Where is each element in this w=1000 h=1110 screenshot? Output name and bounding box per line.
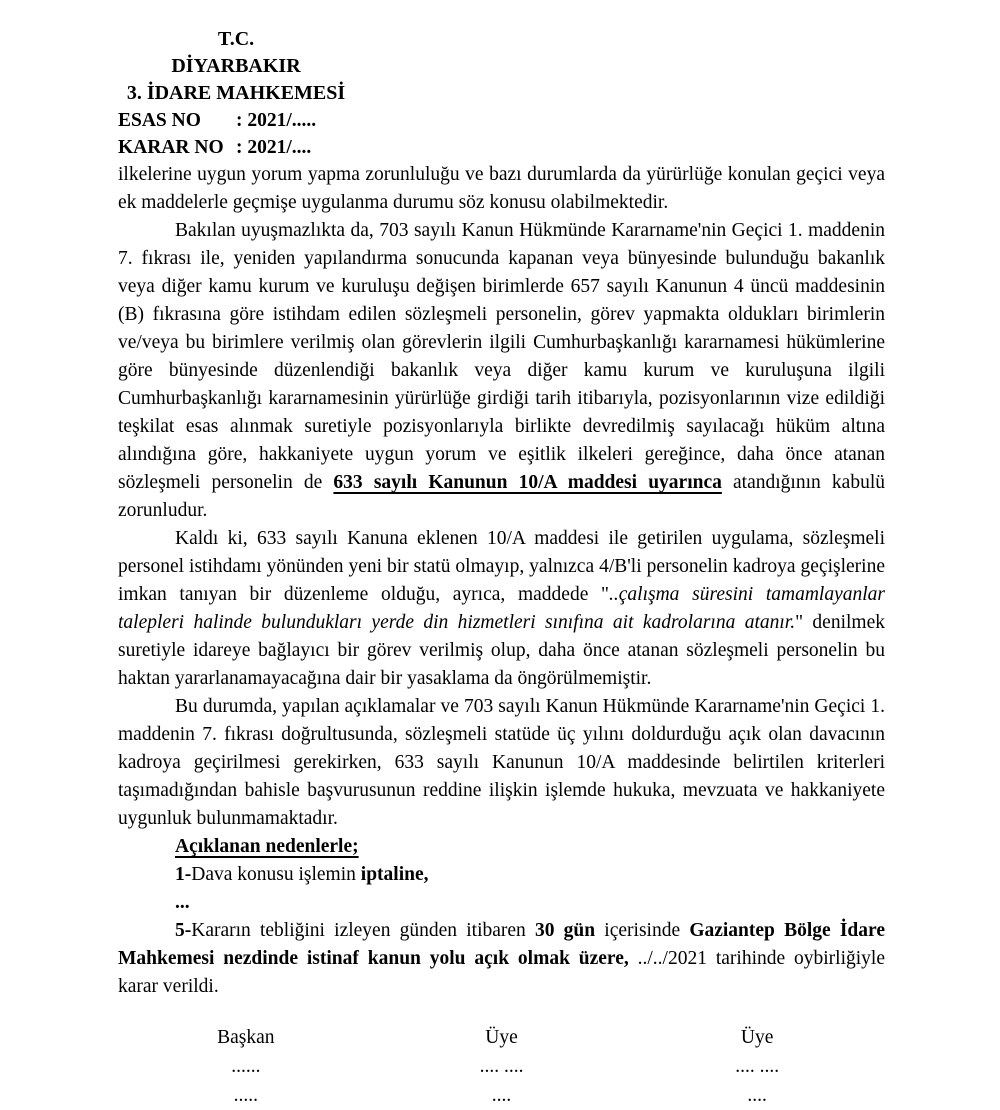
paragraph-conclusion: Bu durumda, yapılan açıklamalar ve 703 sayılı Kanun Hükmünde Kararname'nin Geçici 1. maddenin 7. fıkrası doğrultusunda, sözleşmeli statüde üç yılını doldurduğu açık olan davacının kadroya geçirilmesi gerekirken, 633 sayılı Kanunun 10/A maddesinde belirtilen kriterleri taşımadığından bahisle başvurusunun reddine ilişkin işlemde hukuka, mevzuata ve hakkaniyete uygunluk bulunmamaktadır. <box>118 696 885 829</box>
esas-no-value: : 2021/..... <box>236 110 317 131</box>
paragraph-law-conclusion: " denilmek suretiyle idareye bağlayıcı bir görev verilmiş olup, daha önce atanan sözleşmeli personelin bu haktan yararlanamayacağına dair bir yasaklama da öngörülmemiştir. <box>118 612 885 689</box>
decision-body <box>118 161 885 1001</box>
ruling-item-5 <box>118 917 885 1001</box>
signature-member-1 <box>374 1023 630 1110</box>
ruling-ellipsis-text: ... <box>175 892 190 913</box>
city-title: DİYARBAKIR <box>171 55 301 77</box>
ruling-item-1 <box>118 861 885 889</box>
signature-title: Üye <box>740 1027 774 1048</box>
ruling-item-1-number: 1- <box>175 864 192 885</box>
case-number-row <box>118 107 885 134</box>
signature-member-2 <box>629 1023 885 1110</box>
document-header <box>118 26 885 107</box>
signature-name-placeholder: .... .... <box>479 1056 524 1077</box>
appeal-period-emphasis: 30 gün <box>534 920 596 941</box>
signature-title: Üye <box>485 1027 518 1048</box>
ruling-item-5-number: 5- <box>175 920 192 941</box>
court-title: 3. İDARE MAHKEMESİ <box>126 82 346 104</box>
appeal-court-emphasis: Gaziantep Bölge İdare Mahkemesi nezdinde istinaf kanun yolu açık olmak üzere, <box>118 920 885 969</box>
signature-name-placeholder: ...... <box>231 1056 261 1077</box>
paragraph-dispute-conclusion: atandığının kabulü zorunludur. <box>118 472 885 521</box>
state-title: T.C. <box>217 28 255 50</box>
signature-name-placeholder: .... .... <box>735 1056 780 1077</box>
paragraph-law-addition <box>118 525 885 693</box>
signature-id-placeholder: ..... <box>233 1085 259 1106</box>
paragraph-dispute-analysis <box>118 217 885 525</box>
ruling-item-5-text-3: ../../2021 tarihinde oybirliğiyle karar verildi. <box>118 948 885 997</box>
ruling-item-5-text-1: Kararın tebliğini izleyen günden itibaren <box>191 920 535 941</box>
decision-number-row <box>118 134 885 161</box>
signature-title: Başkan <box>217 1027 275 1048</box>
ruling-item-5-text-2: içerisinde <box>595 920 690 941</box>
signature-id-placeholder: .... <box>747 1085 767 1106</box>
karar-no-value: : 2021/.... <box>236 137 312 158</box>
signature-president <box>118 1023 374 1110</box>
ruling-ellipsis <box>118 889 885 917</box>
law-reference-emphasis: 633 sayılı Kanunun 10/A maddesi uyarınca <box>333 472 722 493</box>
ruling-item-1-emphasis: iptaline, <box>360 864 429 885</box>
karar-no-label: KARAR NO <box>118 137 224 158</box>
signature-id-placeholder: .... <box>491 1085 512 1106</box>
paragraph-continuation: ilkelerine uygun yorum yapma zorunluluğu ve bazı durumlarda da yürürlüğe konulan geçici veya ek maddelerle geçmişe uygulanma durumu söz konusu olabilmektedir. <box>118 164 885 213</box>
esas-no-label: ESAS NO <box>118 110 201 131</box>
ruling-item-1-text: Dava konusu işlemin <box>191 864 361 885</box>
ruling-heading-text: Açıklanan nedenlerle; <box>175 836 359 857</box>
paragraph-dispute-text: Bakılan uyuşmazlıkta da, 703 sayılı Kanun Hükmünde Kararname'nin Geçici 1. maddenin 7. fıkrası ile, yeniden yapılandırma sonucunda kapanan veya bünyesinde bulunduğu bakanlık veya diğer kamu kurum ve kuruluşu değişen birimlerde 657 sayılı Kanunun 4 üncü maddesinin (B) fıkrasına göre istihdam edilen sözleşmeli personelin, görev yapmakta oldukları birimlerin ve/veya bu birimlere verilmiş olan görevlerin ilgili Cumhurbaşkanlığı kararnamesi hükümlerine göre bünyesinde düzenlendiği bakanlık veya diğer kamu kurum ve kuruluşuna ilgili Cumhurbaşkanlığı kararnamesinin yürürlüğe girdiği tarih itibarıyla, pozisyonlarının vize edildiği teşkilat esas alınmak suretiyle pozisyonlarıyla birlikte devredilmiş sayılacağı hüküm altına alındığına göre, hakkaniyete uygun yorum ve eşitlik ilkeleri gereğince, daha önce atanan sözleşmeli personelin de <box>118 220 885 493</box>
paragraph-law-text: Kaldı ki, 633 sayılı Kanuna eklenen 10/A maddesi ile getirilen uygulama, sözleşmeli personel istihdamı yönünden yeni bir statü olmayıp, yalnızca 4/B'li personelin kadroya geçişlerine imkan tanıyan bir düzenleme olduğu, ayrıca, maddede " <box>118 528 885 605</box>
statute-quotation: ..çalışma süresini tamamlayanlar talepleri halinde bulundukları yerde din hizmetleri sınıfına ait kadrolarına atanır. <box>118 584 886 633</box>
signature-block <box>118 1023 885 1110</box>
ruling-heading <box>118 833 885 861</box>
